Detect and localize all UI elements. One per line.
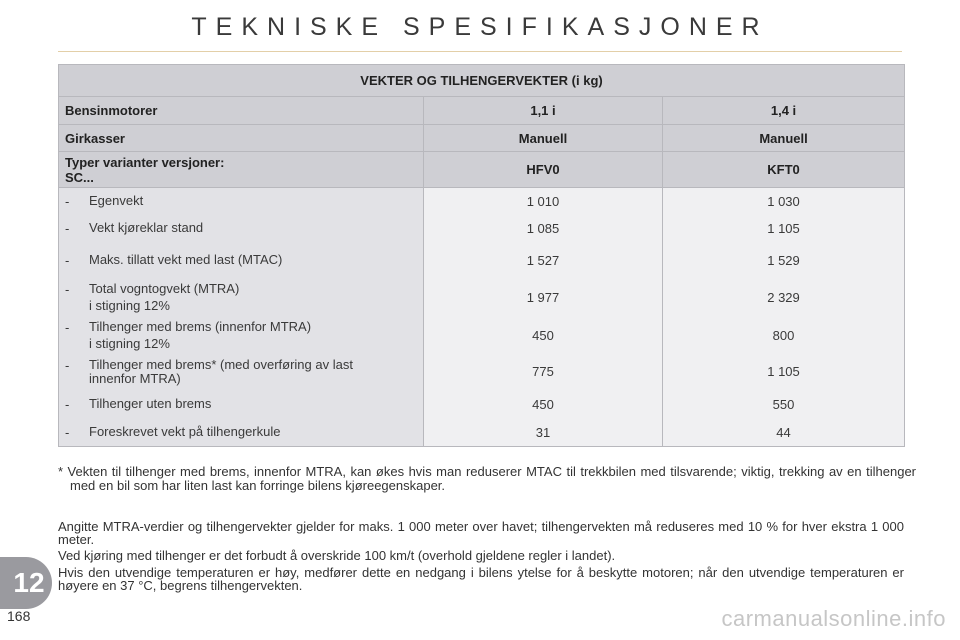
variants-label-line2: SC... <box>65 169 94 185</box>
list-dash: - <box>65 253 70 268</box>
list-dash: - <box>65 221 70 236</box>
row-label: Total vogntogvekt (MTRA) <box>89 281 240 296</box>
engine-1-4: 1,4 i <box>663 97 905 125</box>
cell-value: 2 329 <box>663 279 905 317</box>
cell-value: 44 <box>663 419 905 447</box>
row-label-variants <box>59 152 424 188</box>
row-label: Tilhenger uten brems <box>89 395 212 411</box>
cell-value: 31 <box>424 419 663 447</box>
list-dash: - <box>65 396 70 412</box>
row-label: Maks. tillatt vekt med last (MTAC) <box>89 252 283 267</box>
cell-value: 1 527 <box>424 243 663 279</box>
list-dash: - <box>65 193 70 209</box>
gearbox-col2: Manuell <box>663 125 905 152</box>
table-row <box>59 215 905 243</box>
row-label: Tilhenger med brems (innenfor MTRA) <box>89 318 312 334</box>
table-header-row <box>59 97 905 125</box>
list-dash: - <box>65 357 70 373</box>
table-row <box>59 279 905 317</box>
table-row <box>59 317 905 354</box>
row-label: Vekt kjøreklar stand <box>89 220 204 235</box>
paragraph-temperature: Hvis den utvendige temperaturen er høy, medfører dette en nedgang i bilens ytelse for å beskytte motoren; når den utvendige temperaturen er høyere en 37 °C, begrens tilhengervekten. <box>58 565 904 593</box>
list-dash: - <box>65 424 70 440</box>
footnote: * Vekten til tilhenger med brems, innenfor MTRA, kan økes hvis man reduserer MTAC til trekkbilen med tilsvarende; viktig, trekking av en tilhenger med en bil som har liten last kan forringe bilens kjøreegenskaper. <box>58 464 916 493</box>
variants-label-line1: Typer varianter versjoner: <box>65 154 225 170</box>
table-header-row <box>59 125 905 152</box>
table-row <box>59 354 905 390</box>
row-label: Egenvekt <box>89 192 144 208</box>
list-dash: - <box>65 282 70 297</box>
page-number: 168 <box>7 608 31 624</box>
cell-value: 1 105 <box>663 215 905 243</box>
variant-col1: HFV0 <box>424 152 663 188</box>
cell-value: 1 030 <box>663 188 905 215</box>
title-divider <box>58 51 902 52</box>
row-sublabel: i stigning 12% <box>89 335 170 351</box>
table-row <box>59 243 905 279</box>
table-row <box>59 419 905 447</box>
variant-col2: KFT0 <box>663 152 905 188</box>
weights-table <box>58 64 905 447</box>
list-dash: - <box>65 319 70 335</box>
cell-value: 550 <box>663 390 905 419</box>
cell-value: 1 010 <box>424 188 663 215</box>
table-row <box>59 188 905 215</box>
cell-value: 450 <box>424 317 663 354</box>
row-label: Tilhenger med brems* (med overføring av last innenfor MTRA) <box>89 356 353 386</box>
row-sublabel: i stigning 12% <box>89 298 170 313</box>
cell-value: 1 105 <box>663 354 905 390</box>
table-caption: VEKTER OG TILHENGERVEKTER (i kg) <box>59 65 905 97</box>
page-title: TEKNISKE SPESIFIKASJONER <box>191 13 769 41</box>
chapter-badge: 12 <box>0 557 52 609</box>
row-label: Foreskrevet vekt på tilhengerkule <box>89 423 281 439</box>
watermark: carmanualsonline.info <box>721 606 946 631</box>
gearbox-col1: Manuell <box>424 125 663 152</box>
table-caption-row <box>59 65 905 97</box>
cell-value: 1 529 <box>663 243 905 279</box>
table-header-row <box>59 152 905 188</box>
cell-value: 800 <box>663 317 905 354</box>
cell-value: 1 085 <box>424 215 663 243</box>
paragraph-speed: Ved kjøring med tilhenger er det forbudt å overskride 100 km/t (overhold gjeldene regler i landet). <box>58 548 616 563</box>
engine-1-1: 1,1 i <box>424 97 663 125</box>
cell-value: 1 977 <box>424 279 663 317</box>
row-label-gearbox: Girkasser <box>59 125 424 152</box>
table-row <box>59 390 905 419</box>
paragraph-altitude: Angitte MTRA-verdier og tilhengervekter gjelder for maks. 1 000 meter over havet; tilhengervekten må reduseres med 10 % for hver ekstra 1 000 meter. <box>58 519 904 547</box>
cell-value: 450 <box>424 390 663 419</box>
row-label-engines: Bensinmotorer <box>59 97 424 125</box>
cell-value: 775 <box>424 354 663 390</box>
